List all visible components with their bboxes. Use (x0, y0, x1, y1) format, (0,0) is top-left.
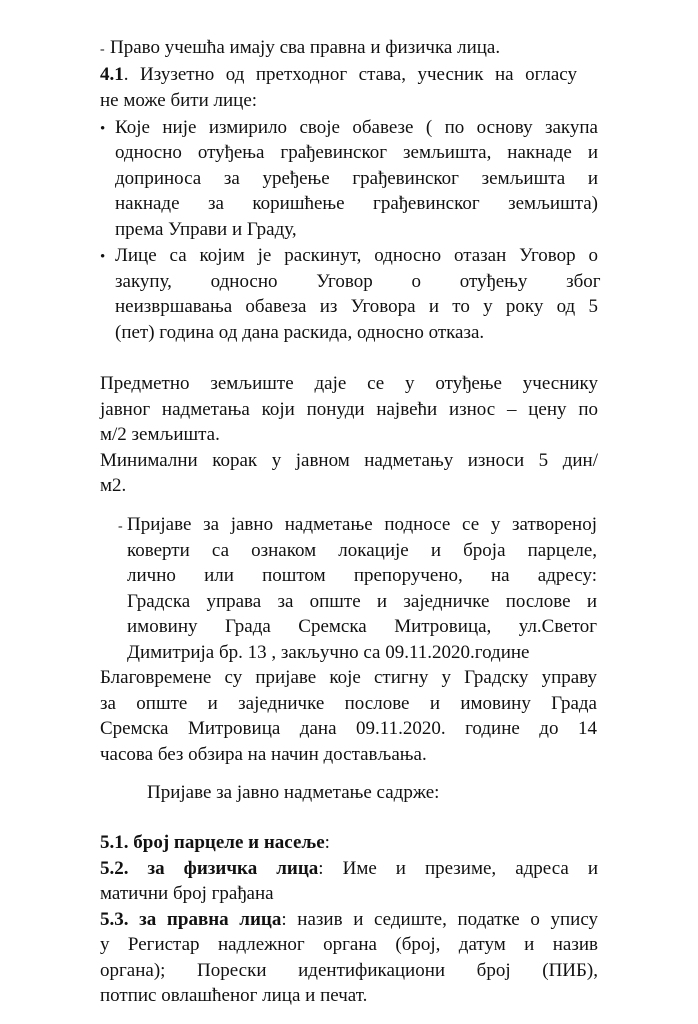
intro-bullet: - (100, 42, 105, 57)
item-5-3-label: 5.3. за правна лица (100, 909, 282, 930)
exclusion-2-line: (пет) година од дана раскида, односно отказа. (115, 322, 485, 343)
applications-line: Димитрија бр. 13 , закључно са 09.11.2020.године (127, 642, 530, 663)
applications-line: Пријаве за јавно надметање подносе се у затвореној (127, 514, 597, 535)
contents-heading: Пријаве за јавно надметање садрже: (147, 782, 440, 803)
section-4-1-text: . Изузетно од претходног става, учесник на огласу (123, 64, 577, 85)
applications-line: Градска управа за опште и заједничке послове и (127, 591, 597, 612)
item-5-2-continuation: матични број грађана (100, 883, 274, 904)
item-5-3-text: : назив и седиште, податке о упису (281, 909, 599, 930)
exclusion-2-bullet: • (100, 249, 106, 265)
land-paragraph-line: м/2 земљишта. (100, 424, 220, 445)
item-5-1-text: : (324, 832, 330, 853)
item-5-3-continuation: у Регистар надлежног органа (број, датум и назив (100, 934, 598, 955)
timely-paragraph-line: Сремска Митровица дана 09.11.2020. године до 14 (100, 718, 597, 739)
item-5-3-continuation: потпис овлашћеног лица и печат. (100, 985, 368, 1006)
section-4-1-line-1 (100, 63, 577, 86)
exclusion-1-line: према Управи и Граду, (115, 219, 297, 240)
timely-paragraph-line: часова без обзира на начин достављања. (100, 744, 427, 765)
intro-line: Право учешћа имају сва правна и физичка лица. (110, 37, 501, 58)
item-5-2-text: : Име и презиме, адреса и (318, 858, 598, 879)
timely-paragraph-line: за опште и заједничке послове и имовину Града (100, 693, 597, 714)
land-paragraph-line: Предметно земљиште даје се у отуђење учеснику (100, 373, 598, 394)
applications-line: лично или поштом препоручено, на адресу: (127, 565, 597, 586)
exclusion-2-line: Лице са којим је раскинут, односно отазан Уговор о (115, 245, 598, 266)
item-5-2 (100, 857, 598, 880)
exclusion-1-bullet: • (100, 121, 106, 137)
timely-paragraph-line: Благовремене су пријаве које стигну у Градску управу (100, 667, 597, 688)
exclusion-1-line: Које није измирило своје обавезе ( по основу закупа (115, 117, 598, 138)
exclusion-1-line: накнаде за коришћење грађевинског земљишта) (115, 193, 598, 214)
step-paragraph-line: Минимални корак у јавном надметању износи 5 дин/ (100, 450, 598, 471)
item-5-2-label: 5.2. за физичка лица (100, 858, 319, 879)
section-4-1-number: 4.1 (100, 64, 124, 85)
exclusion-1-line: доприноса за уређење грађевинског земљишта и (115, 168, 598, 189)
applications-bullet: - (118, 519, 123, 534)
exclusion-2-line: закупу, односно Уговор о отуђењу због (115, 271, 601, 292)
applications-line: имовину Града Сремска Митровица, ул.Светог (127, 616, 597, 637)
land-paragraph-line: јавног надметања који понуди највећи износ – цену по (100, 399, 598, 420)
exclusion-2-line: неизвршавања обавеза из Уговора и то у року од 5 (115, 296, 598, 317)
section-4-1-line-2: не може бити лице: (100, 90, 258, 111)
applications-line: коверти са ознаком локације и броја парцеле, (127, 540, 597, 561)
item-5-3 (100, 908, 598, 931)
exclusion-1-line: односно отуђења грађевинског земљишта, накнаде и (115, 142, 598, 163)
step-paragraph-line: м2. (100, 475, 127, 496)
item-5-1-label: 5.1. број парцеле и насеље (100, 832, 325, 853)
item-5-3-continuation: органа); Порески идентификациони број (ПИБ), (100, 960, 598, 981)
item-5-1 (100, 831, 330, 854)
